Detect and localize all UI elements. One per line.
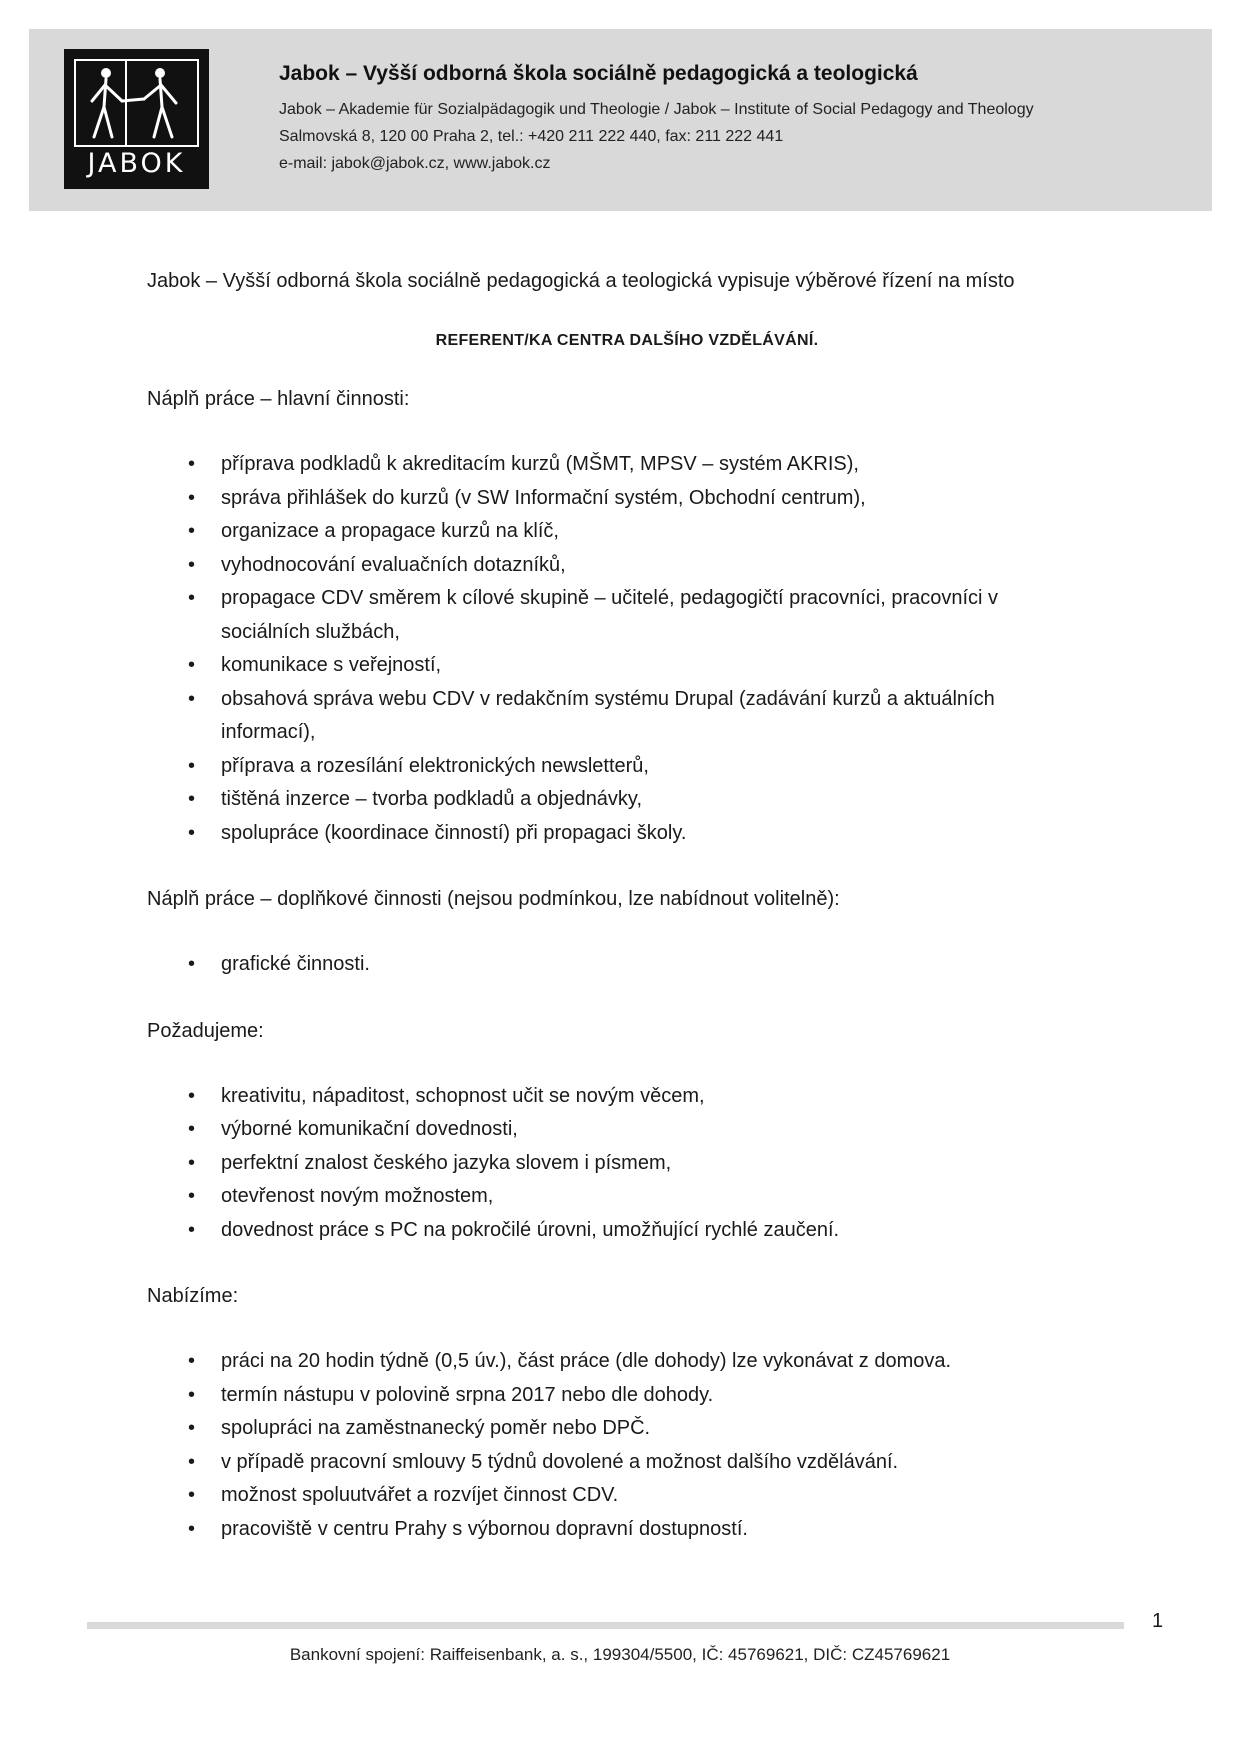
section-main-duties — [147, 386, 1107, 850]
section-requirements — [147, 1018, 1107, 1248]
bullet-list — [147, 1345, 1107, 1546]
letterhead-text — [279, 62, 1034, 177]
position-title: REFERENT/KA CENTRA DALŠÍHO VZDĚLÁVÁNÍ. — [435, 332, 819, 349]
page-number: 1 — [1152, 1610, 1164, 1632]
school-name: Jabok – Vyšší odborná škola sociálně pedagogická a teologická — [279, 62, 918, 85]
section-additional-duties — [147, 886, 1107, 982]
section-heading: Náplň práce – hlavní činnosti: — [147, 388, 410, 410]
jabok-logo — [64, 49, 209, 189]
list-item: • perfektní znalost českého jazyka slovem i písmem, — [147, 1147, 1107, 1181]
list-item: • grafické činnosti. — [147, 948, 1107, 982]
school-subtitle: Jabok – Akademie für Sozialpädagogik und Theologie / Jabok – Institute of Social Pedagogy and Theology — [279, 101, 1034, 118]
list-item: • výborné komunikační dovednosti, — [147, 1113, 1107, 1147]
list-item: • spolupráci na zaměstnanecký poměr nebo DPČ. — [147, 1412, 1107, 1446]
section-heading: Náplň práce – doplňkové činnosti (nejsou podmínkou, lze nabídnout volitelně): — [147, 888, 840, 910]
bullet-list — [147, 948, 1107, 982]
list-item: • práci na 20 hodin týdně (0,5 úv.), část práce (dle dohody) lze vykonávat z domova. — [147, 1345, 1107, 1379]
footer-divider — [87, 1622, 1124, 1629]
list-item: • v případě pracovní smlouvy 5 týdnů dovolené a možnost dalšího vzdělávání. — [147, 1446, 1107, 1480]
list-item: • možnost spoluutvářet a rozvíjet činnost CDV. — [147, 1479, 1107, 1513]
footer-bank-info: Bankovní spojení: Raiffeisenbank, a. s., 199304/5500, IČ: 45769621, DIČ: CZ45769621 — [289, 1645, 951, 1664]
list-item: • kreativitu, nápaditost, schopnost učit se novým věcem, — [147, 1080, 1107, 1114]
list-item: • otevřenost novým možnostem, — [147, 1180, 1107, 1214]
section-offer — [147, 1283, 1107, 1546]
list-item: • pracoviště v centru Prahy s výbornou dopravní dostupností. — [147, 1513, 1107, 1547]
list-item: • správa přihlášek do kurzů (v SW Informační systém, Obchodní centrum), — [147, 482, 1107, 516]
logo-text: JABOK — [87, 148, 186, 179]
list-item: • příprava a rozesílání elektronických newsletterů, — [147, 750, 1107, 784]
section-heading: Požadujeme: — [147, 1019, 264, 1042]
list-item: • komunikace s veřejností, — [147, 649, 1107, 683]
school-address: Salmovská 8, 120 00 Praha 2, tel.: +420 211 222 440, fax: 211 222 441 — [279, 128, 784, 145]
list-item: • propagace CDV směrem k cílové skupině – učitelé, pedagogičtí pracovníci, pracovníci v sociálních službách, — [147, 582, 1047, 649]
list-item: • vyhodnocování evaluačních dotazníků, — [147, 549, 1107, 583]
list-item: • organizace a propagace kurzů na klíč, — [147, 515, 1107, 549]
list-item: • spolupráce (koordinace činností) při propagaci školy. — [147, 817, 1107, 851]
list-item: • termín nástupu v polovině srpna 2017 nebo dle dohody. — [147, 1379, 1107, 1413]
document-body — [147, 268, 1107, 1546]
school-contact: e-mail: jabok@jabok.cz, www.jabok.cz — [279, 155, 551, 172]
bullet-list — [147, 1080, 1107, 1248]
intro-text: Jabok – Vyšší odborná škola sociálně pedagogická a teologická vypisuje výběrové řízení na místo — [147, 270, 1015, 292]
section-heading: Nabízíme: — [147, 1285, 239, 1307]
list-item: • obsahová správa webu CDV v redakčním systému Drupal (zadávání kurzů a aktuálních informací), — [147, 683, 1077, 750]
list-item: • tištěná inzerce – tvorba podkladů a objednávky, — [147, 783, 1107, 817]
list-item: • příprava podkladů k akreditacím kurzů (MŠMT, MPSV – systém AKRIS), — [147, 448, 1107, 482]
bullet-list — [147, 448, 1107, 850]
logo-figures-icon — [74, 59, 199, 147]
list-item: • dovednost práce s PC na pokročilé úrovni, umožňující rychlé zaučení. — [147, 1214, 1107, 1248]
letterhead — [29, 29, 1212, 211]
